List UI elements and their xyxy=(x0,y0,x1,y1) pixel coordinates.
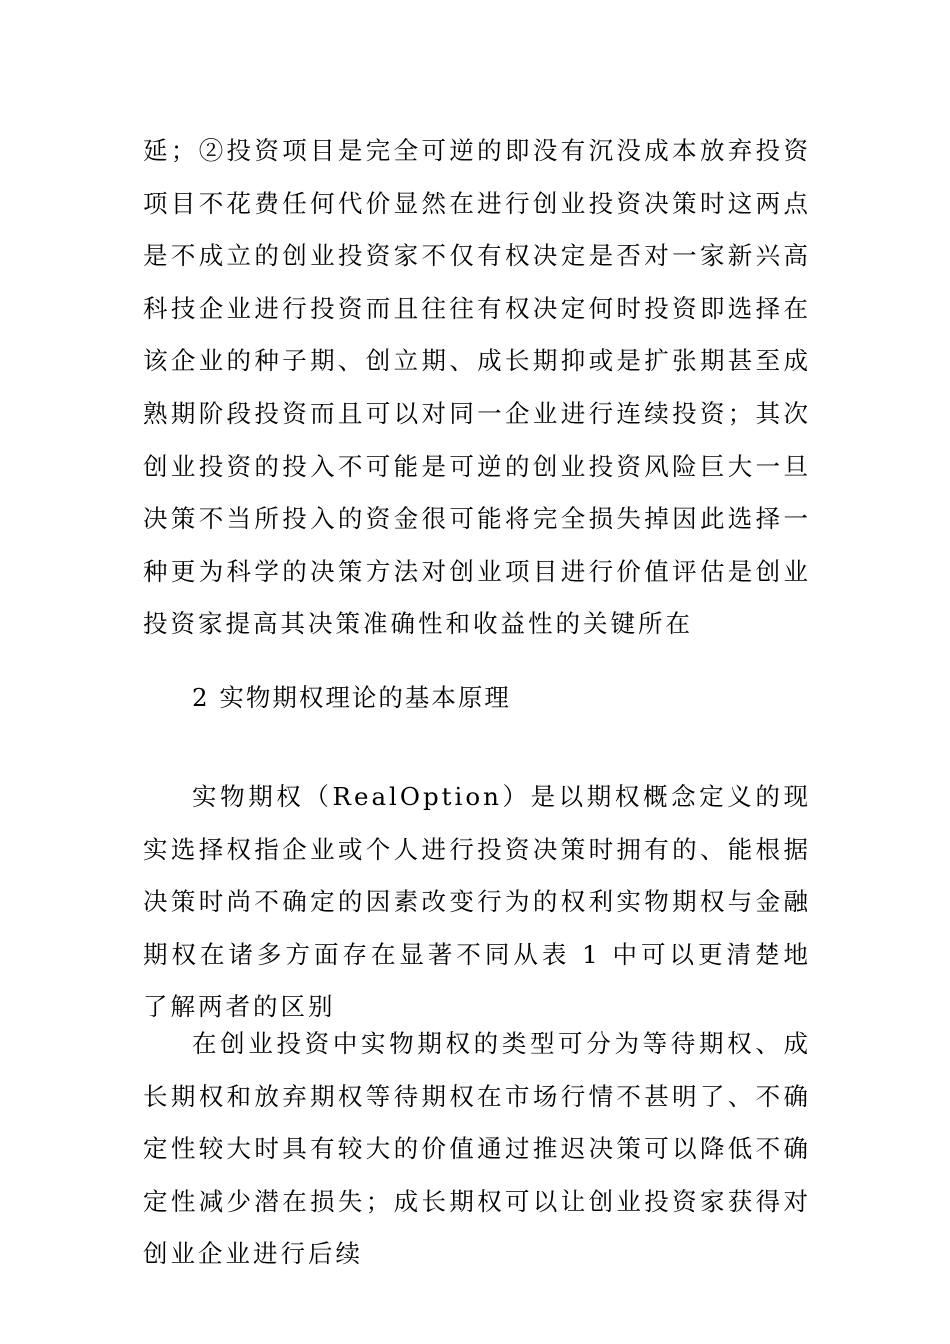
section-heading: 2 实物期权理论的基本原理 xyxy=(192,683,511,712)
paragraph-continued: 延；②投资项目是完全可逆的即没有沉没成本放弃投资项目不花费任何代价显然在进行创业投资决策时这两点是不成立的创业投资家不仅有权决定是否对一家新兴高科技企业进行投资而且往往有权决定何时投资即选择在该企业的种子期、创立期、成长期抑或是扩张期甚至成熟期阶段投资而且可以对同一企业进行连续投资；其次创业投资的投入不可能是可逆的创业投资风险巨大一旦决策不当所投入的资金很可能将完全损失掉因此选择一种更为科学的决策方法对创业项目进行价值评估是创业投资家提高其决策准确性和收益性的关键所在 xyxy=(143,136,811,639)
paragraph-option-types: 在创业投资中实物期权的类型可分为等待期权、成长期权和放弃期权等待期权在市场行情不甚明了、不确定性较大时具有较大的价值通过推迟决策可以降低不确定性减少潜在损失；成长期权可以让创业投资家获得对创业企业进行后续 xyxy=(143,1029,811,1269)
paragraph-real-option: 实物期权（RealOption）是以期权概念定义的现实选择权指企业或个人进行投资决策时拥有的、能根据决策时尚不确定的因素改变行为的权利实物期权与金融期权在诸多方面存在显著不同从表 1 中可以更清楚地了解两者的区别 xyxy=(143,782,811,1022)
